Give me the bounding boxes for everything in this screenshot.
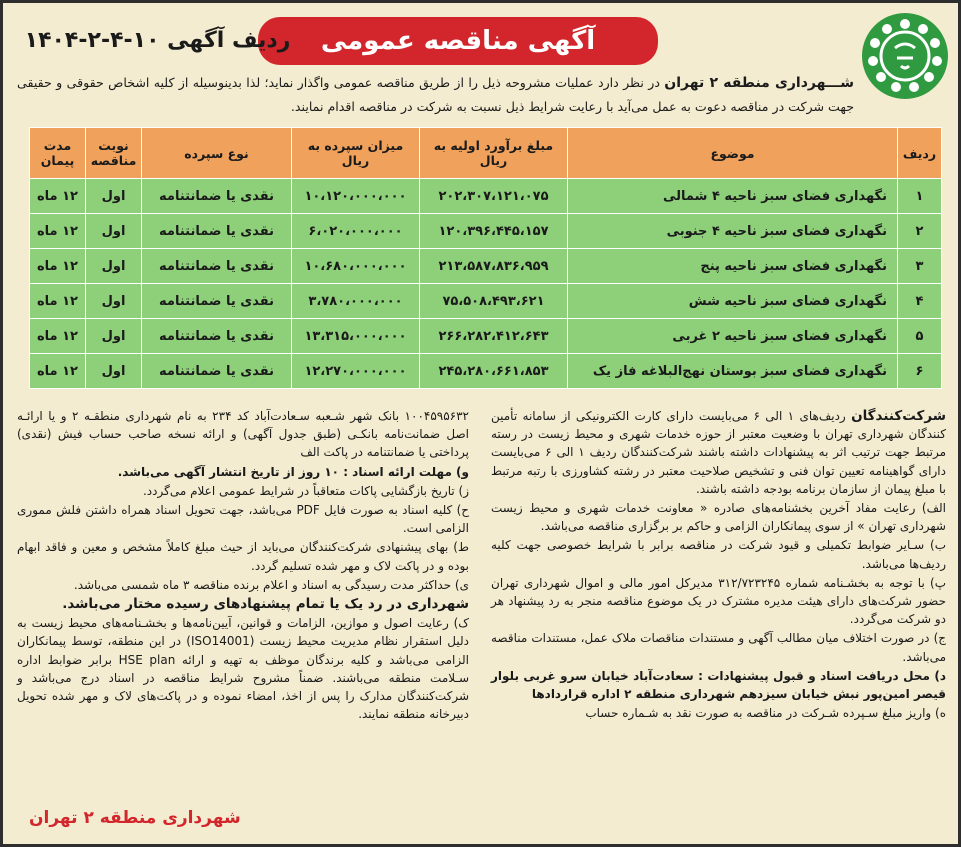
cell-round: اول: [86, 214, 142, 249]
clause-kaf: ک) رعایت اصول و موازین، الزامات و قوانین، آیین‌نامه‌ها و بخشـنامه‌های محیط زیست به دلیل استقرار نظام مدیریت محیط زیست (ISO14001) در این منطقه، توسط پیمانکاران الزامی می‌باشد و کلیه برندگان موظف به تهیه و ارائه HSE plan برابر ضوابط اداره سـلامت منطقه می‌باشند. ضمناً مشروح شرایط مناقصه در اسناد درج می‌باشد و شرکت‌کنندگان مدارک را پس از اخذ، امضاء نموده و در پاکت‌های لاک و مهر شده تحویل دبیرخانه منطقه نمایند.: [17, 616, 470, 722]
conditions-right-column: [491, 407, 946, 723]
cell-deposit-type: نقدی یا ضمانتنامه: [142, 284, 292, 319]
intro-lead: شـــهرداری منطقه ۲ تهران: [664, 75, 854, 91]
clause-be: ب) سـایر ضوابط تکمیلی و قیود شرکت در مناقصه برابر با شرایط خصوصی جهت کلیه ردیف‌ها می‌باشد.: [491, 538, 946, 571]
participants-lead: شرکت‌کنندگان: [851, 408, 947, 424]
conditions-left-column: [17, 407, 469, 724]
participants-paragraph: [491, 407, 946, 498]
cell-subject: نگهداری فضای سبز ناحیه ۴ شمالی: [568, 179, 898, 214]
cell-deposit-type: نقدی یا ضمانتنامه: [142, 319, 292, 354]
cell-duration: ۱۲ ماه: [30, 214, 86, 249]
intro-text: در نظر دارد عملیات مشروحه ذیل را از طریق مناقصه عمومی واگذار نماید؛ لذا بدینوسیله از کلیه اشخاص حقوقی و حقیقی جهت شرکت در مناقصه دعوت به عمل می‌آید با رعایت شرایط ذیل نسبت به شرکت در مناقصه اقدام نمایند.: [17, 75, 854, 114]
cell-estimate: ۲۶۶،۲۸۲،۴۱۲،۶۴۳: [420, 319, 568, 354]
cell-deposit-type: نقدی یا ضمانتنامه: [142, 354, 292, 389]
table-row: [30, 179, 942, 214]
tender-table: [29, 127, 942, 389]
header-row: ردیف: [898, 128, 942, 179]
table-header-row: [30, 128, 942, 179]
clause-alef: الف) رعایت مفاد آخرین بخشنامه‌های صادره « معاونت خدمات شهری و محیط زیست شهرداری تهران » از سوی پیمانکاران الزامی و حاکم بر برگزاری مناقصه می‌باشد.: [491, 501, 946, 534]
header-deposit: میزان سپرده به ریال: [292, 128, 420, 179]
cell-row: ۶: [898, 354, 942, 389]
cell-subject: نگهداری فضای سبز ناحیه شش: [568, 284, 898, 319]
tehran-municipality-logo-icon: [862, 13, 948, 99]
header-round: نوبت مناقصه: [86, 128, 142, 179]
cell-deposit: ۶،۰۲۰،۰۰۰،۰۰۰: [292, 214, 420, 249]
cell-deposit: ۳،۷۸۰،۰۰۰،۰۰۰: [292, 284, 420, 319]
cell-estimate: ۱۲۰،۳۹۶،۴۴۵،۱۵۷: [420, 214, 568, 249]
table-row: [30, 284, 942, 319]
cell-subject: نگهداری فضای سبز ناحیه ۲ غربی: [568, 319, 898, 354]
cell-deposit-type: نقدی یا ضمانتنامه: [142, 179, 292, 214]
cell-round: اول: [86, 319, 142, 354]
cell-duration: ۱۲ ماه: [30, 354, 86, 389]
clause-vav: و) مهلت ارائه اسناد : ۱۰ روز از تاریخ انتشار آگهی می‌باشد.: [117, 464, 469, 479]
cell-round: اول: [86, 179, 142, 214]
cell-row: ۵: [898, 319, 942, 354]
clause-he: ه) واریز مبلغ سـپرده شـرکت در مناقصه به صورت نقد به شـماره حساب: [585, 706, 946, 721]
cell-subject: نگهداری فضای سبز بوستان نهج‌البلاغه فاز یک: [568, 354, 898, 389]
logo-emblem-icon: [865, 16, 945, 96]
cell-deposit: ۱۰،۶۸۰،۰۰۰،۰۰۰: [292, 249, 420, 284]
cell-subject: نگهداری فضای سبز ناحیه پنج: [568, 249, 898, 284]
cell-duration: ۱۲ ماه: [30, 284, 86, 319]
cell-deposit-type: نقدی یا ضمانتنامه: [142, 249, 292, 284]
cell-deposit: ۱۳،۳۱۵،۰۰۰،۰۰۰: [292, 319, 420, 354]
participants-text: ردیف‌های ۱ الی ۶ می‌بایست دارای کارت الکترونیکی از سامانه تأمین کنندگان شهرداری تهران با وضعیت معتبر از حوزه خدمات شهری و محیط زیست در رسته مرتبط جهت ترتیب اثر به پیشنهادات داشته باشند شرکت‌کنندگان ردیف ۱ الی ۶ می‌بایست دارای گواهینامه تعیین توان فنی و تشخیص صلاحیت معتبر در رشته کشاورزی با رتبه مرتبط با مبلغ پیمان از سازمان برنامه بودجه داشته باشند.: [491, 409, 946, 496]
clause-ta: ط) بهای پیشنهادی شرکت‌کنندگان می‌باید از حیث مبلغ کاملاً مشخص و معین و فاقد ابهام بوده و در پاکت لاک و مهر شده تسلیم گردد.: [17, 540, 469, 573]
intro-paragraph: [17, 71, 854, 118]
cell-subject: نگهداری فضای سبز ناحیه ۴ جنوبی: [568, 214, 898, 249]
cell-duration: ۱۲ ماه: [30, 249, 86, 284]
cell-deposit: ۱۰،۱۲۰،۰۰۰،۰۰۰: [292, 179, 420, 214]
cell-estimate: ۷۵،۵۰۸،۴۹۳،۶۲۱: [420, 284, 568, 319]
clause-dal: د) محل دریافت اسناد و قبول پیشنهادات : سعادت‌آباد خیابان سرو غربی بلوار قیصر امین‌پور نبش خیابان سیزدهم شهرداری منطقه ۲ اداره قراردادها: [491, 668, 946, 702]
cell-row: ۱: [898, 179, 942, 214]
cell-row: ۴: [898, 284, 942, 319]
rejection-notice: شهرداری در رد یک یا تمام پیشنهادهای رسیده مختار می‌باشد.: [62, 596, 469, 613]
table-row: [30, 319, 942, 354]
cell-round: اول: [86, 354, 142, 389]
clause-ze: ز) تاریخ بازگشایی پاکات متعاقباً در شرایط عمومی اعلام می‌گردد.: [142, 483, 469, 498]
cell-estimate: ۲۱۳،۵۸۷،۸۳۶،۹۵۹: [420, 249, 568, 284]
clause-he2: ح) کلیه اسناد به صورت فایل PDF می‌باشد، جهت تحویل اسناد همراه داشتن فلش مموری الزامی است.: [17, 503, 470, 536]
cell-round: اول: [86, 249, 142, 284]
cell-row: ۳: [898, 249, 942, 284]
cell-round: اول: [86, 284, 142, 319]
page-title: آگهی مناقصه عمومی: [258, 17, 658, 65]
table-row: [30, 214, 942, 249]
header-deposit-type: نوع سپرده: [142, 128, 292, 179]
cell-duration: ۱۲ ماه: [30, 179, 86, 214]
clause-jim: ج) در صورت اختلاف میان مطالب آگهی و مستندات مناقصات ملاک عمل، مستندات مناقصه می‌باشد.: [491, 631, 946, 664]
table-row: [30, 249, 942, 284]
header-subject: موضوع: [568, 128, 898, 179]
cell-row: ۲: [898, 214, 942, 249]
footer-signature: شهرداری منطقه ۲ تهران: [29, 808, 241, 828]
ad-row-number: ردیف آگهی ۱۰-۴-۲-۱۴۰۴: [24, 27, 291, 53]
clause-pe: پ) با توجه به بخشـنامه شماره ۳۱۲/۷۲۳۲۴۵ مدیرکل امور مالی و اموال شهرداری تهران حضور شرکت‌های دارای هیئت مدیره مشترک در یک موضوع مناقصه منجر به رد پیشنهاد هر دو شرکت می‌گردد.: [491, 575, 946, 627]
header-duration: مدت پیمان: [30, 128, 86, 179]
cell-estimate: ۲۰۲،۳۰۷،۱۲۱،۰۷۵: [420, 179, 568, 214]
deposit-account-paragraph: ۱۰۰۴۵۹۵۶۳۲ بانک شهر شـعبه سـعادت‌آباد کد ۲۳۴ به نام شهرداری منطقـه ۲ و یا ارائـه اصل ضمانت‌نامه بانکـی (طبق جدول آگهی) و ارائه نسخه صاحب حساب فیش (نقدی) پرداختی یا ضمانتنامه در پاکت الف: [17, 409, 469, 460]
table-row: [30, 354, 942, 389]
cell-estimate: ۲۴۵،۲۸۰،۶۶۱،۸۵۳: [420, 354, 568, 389]
header-estimate: مبلغ برآورد اولیه به ریال: [420, 128, 568, 179]
cell-deposit-type: نقدی یا ضمانتنامه: [142, 214, 292, 249]
cell-deposit: ۱۲،۲۷۰،۰۰۰،۰۰۰: [292, 354, 420, 389]
cell-duration: ۱۲ ماه: [30, 319, 86, 354]
clause-ye: ی) حداکثر مدت رسیدگی به اسناد و اعلام برنده مناقصه ۳ ماه شمسی می‌باشد.: [73, 577, 469, 592]
